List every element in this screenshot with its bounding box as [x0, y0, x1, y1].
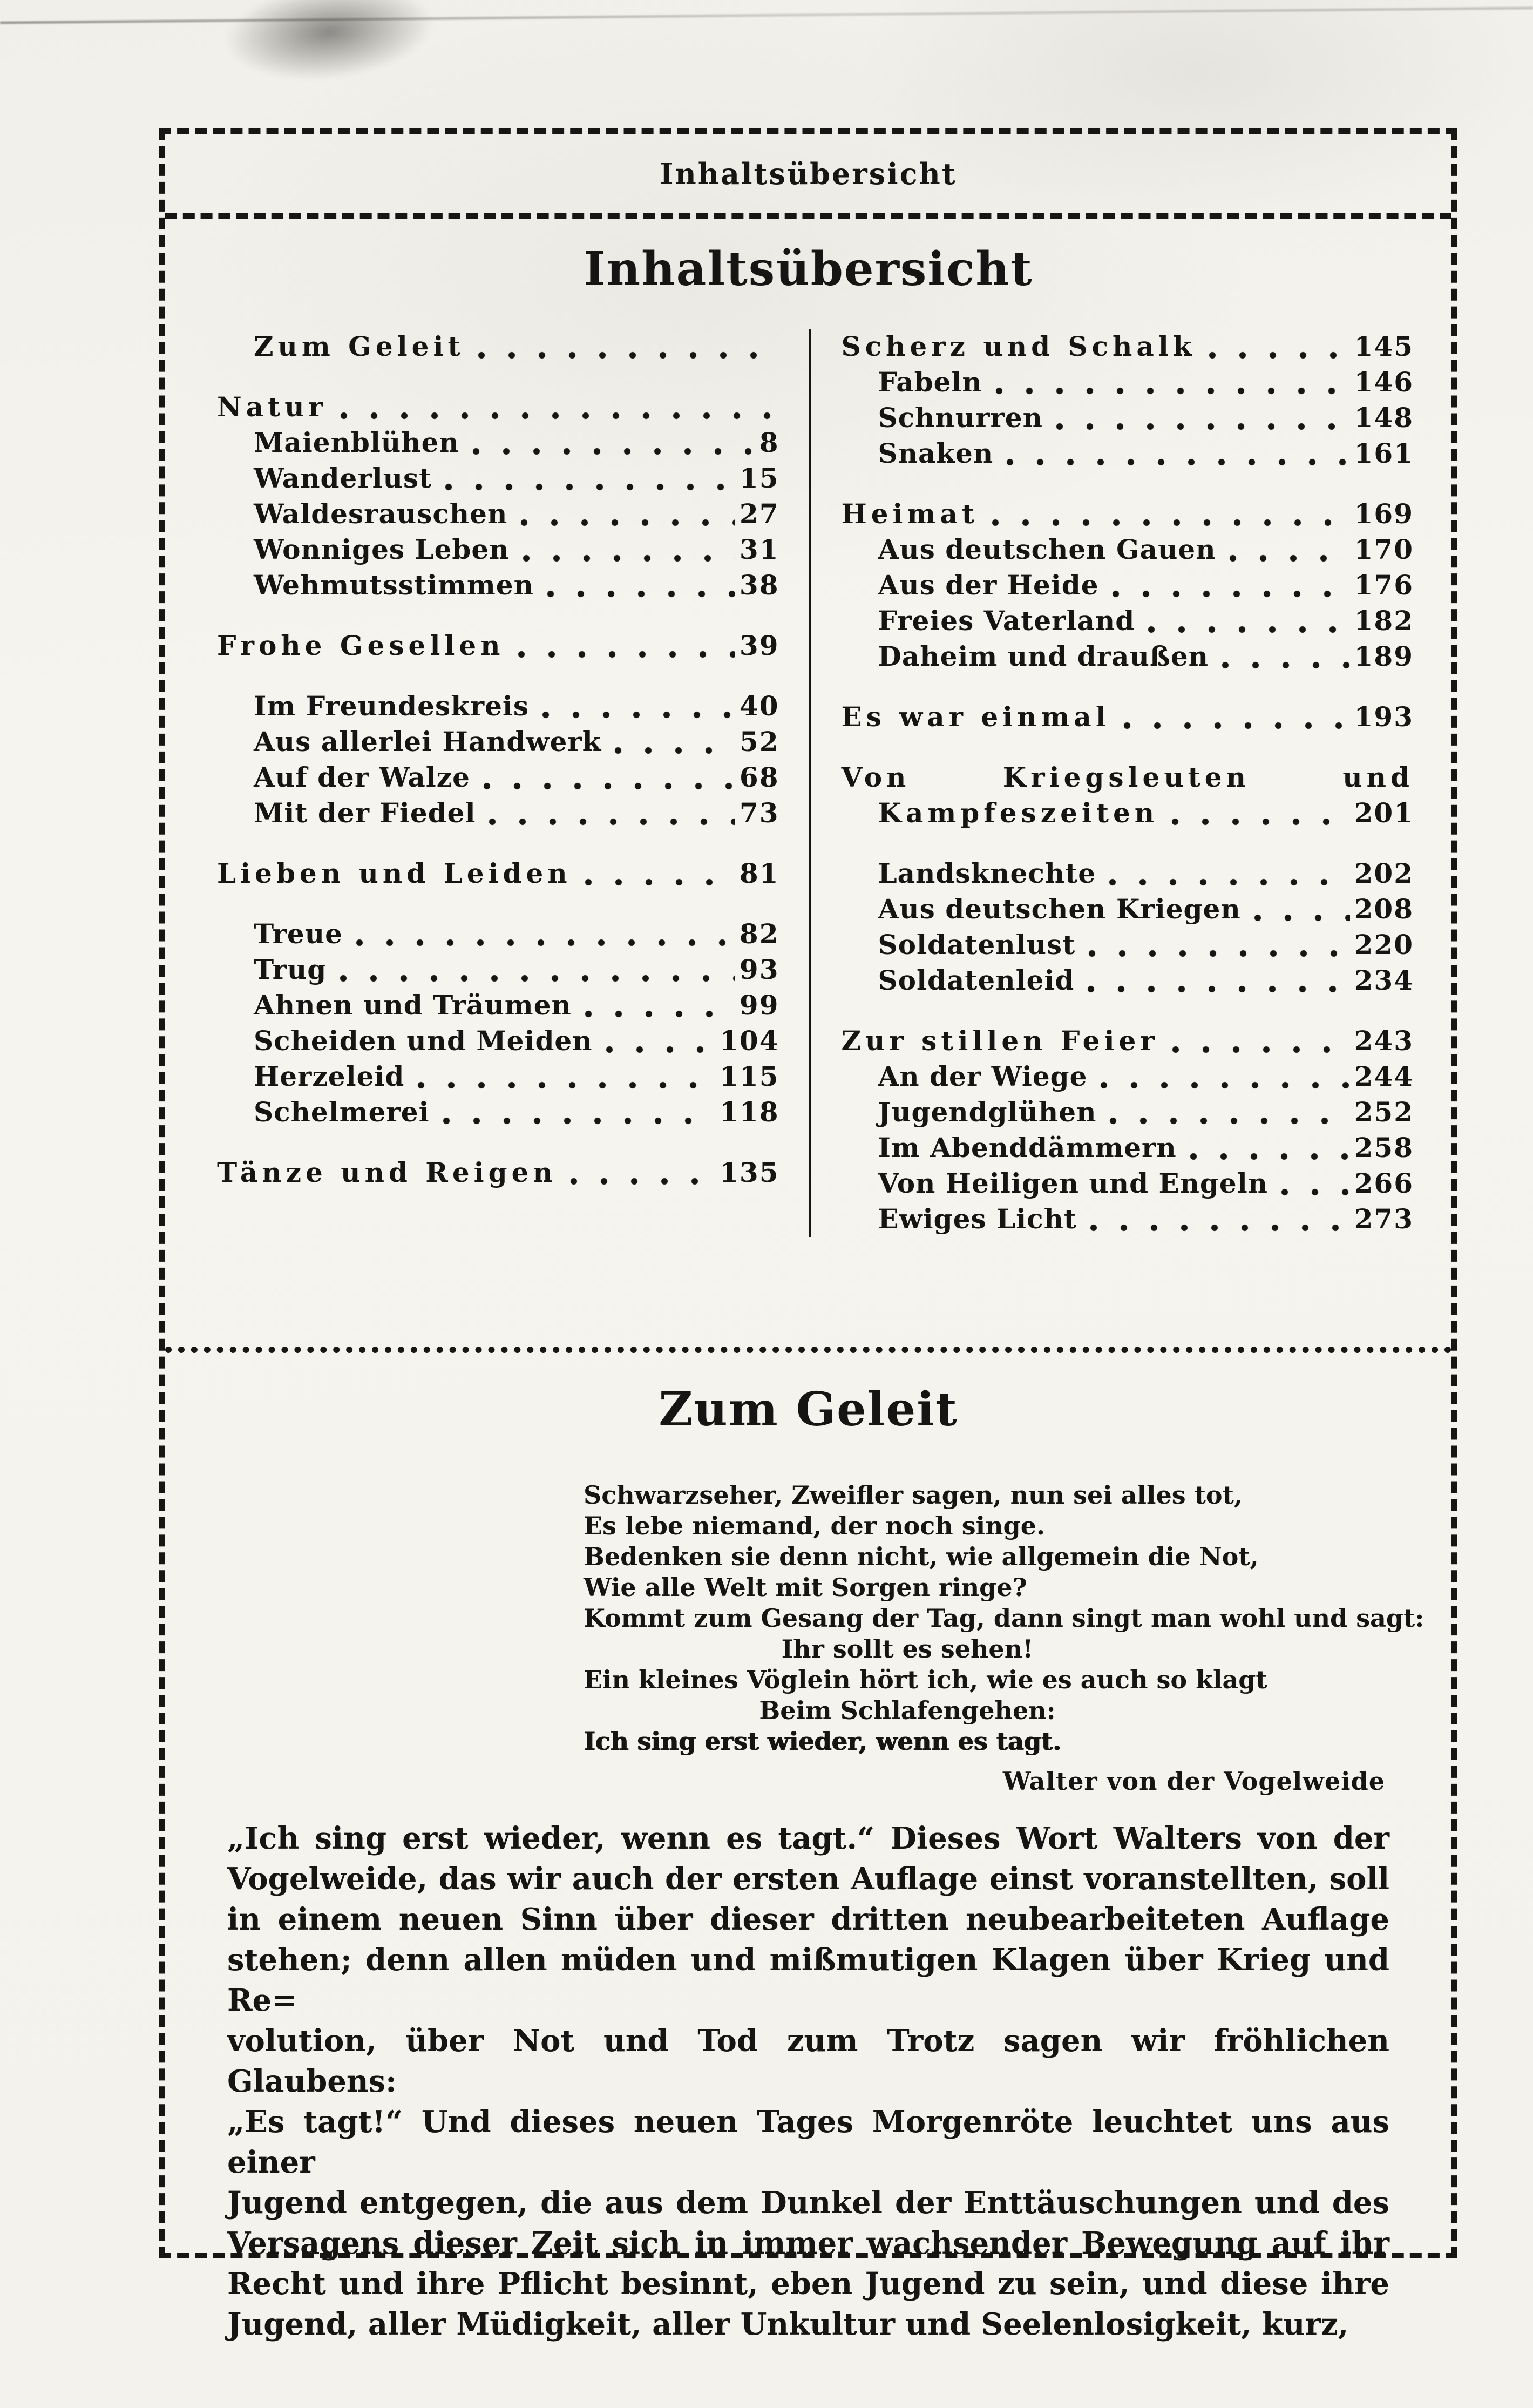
toc-row — [217, 1023, 779, 1059]
dot-leader — [1109, 1117, 1349, 1125]
toc-page-number: 82 — [739, 918, 779, 950]
toc-row — [217, 532, 779, 567]
prose-line: Jugend, aller Müdigkeit, aller Unkultur und Seelenlosigkeit, kurz, — [227, 2306, 1349, 2342]
dotted-page-frame — [159, 128, 1457, 2342]
dot-leader — [356, 939, 735, 946]
toc-row — [217, 795, 779, 831]
zum-geleit-section — [165, 1382, 1451, 2345]
dot-leader — [489, 818, 735, 826]
toc-page-number: 8 — [759, 427, 779, 458]
toc-row — [217, 760, 779, 795]
toc-row — [842, 364, 1414, 400]
poem-attribution: Walter von der Vogelweide — [1002, 1767, 1385, 1796]
toc-entry-label: Fabeln — [878, 366, 982, 398]
toc-page-number: 220 — [1354, 929, 1414, 961]
dot-leader — [1229, 554, 1350, 562]
poem-line: Ihr sollt es sehen! — [781, 1634, 1034, 1663]
toc-row — [842, 567, 1414, 603]
dot-leader — [1172, 1046, 1350, 1053]
toc-entry-label: Mit der Fiedel — [254, 797, 476, 829]
dot-leader — [542, 711, 735, 719]
toc-row — [842, 400, 1414, 436]
prose-line: „Ich sing erst wieder, wenn es tagt.“ Dieses Wort Walters von der — [227, 1821, 1389, 1856]
toc-entry-label: Im Freundeskreis — [254, 690, 530, 722]
toc-page-number: 201 — [1354, 797, 1414, 829]
toc-page-number: 170 — [1354, 533, 1414, 565]
toc-entry-label: Trug — [254, 953, 327, 985]
toc-row — [217, 987, 779, 1023]
toc-page-number: 169 — [1354, 498, 1414, 530]
toc-row — [217, 567, 779, 603]
toc-entry-label: Scherz und Schalk — [841, 330, 1196, 362]
toc-entry-label: Ewiges Licht — [878, 1203, 1077, 1235]
toc-row — [842, 760, 1414, 795]
toc-row — [217, 856, 779, 891]
toc-page-number: 193 — [1354, 701, 1414, 733]
dot-leader — [1100, 1081, 1349, 1089]
dot-leader — [1123, 722, 1350, 729]
toc-page-number: 99 — [739, 989, 779, 1021]
toc-row — [842, 1023, 1414, 1059]
toc-entry-label: Snaken — [878, 437, 994, 469]
ink-smudge — [211, 0, 447, 94]
toc-row — [217, 952, 779, 987]
toc-entry-label: Freies Vaterland — [878, 605, 1135, 637]
dot-leader — [992, 519, 1350, 526]
toc-page-number: 81 — [739, 857, 779, 889]
toc-entry-label: Wehmutsstimmen — [254, 569, 534, 601]
toc-entry-label: Frohe Gesellen — [217, 630, 505, 661]
dot-leader — [340, 975, 735, 982]
dotted-separator — [165, 1347, 1451, 1353]
toc-entry-label: Jugendglühen — [878, 1096, 1097, 1128]
toc-row — [842, 329, 1414, 364]
toc-row — [842, 436, 1414, 471]
toc-entry-label: Lieben und Leiden — [217, 857, 572, 889]
toc-columns — [165, 329, 1451, 1237]
toc-entry-label: Scheiden und Meiden — [254, 1025, 593, 1057]
toc-row — [217, 1155, 779, 1191]
toc-entry-label: Zum Geleit — [254, 330, 465, 362]
toc-row — [217, 688, 779, 724]
toc-entry-label: Soldatenlust — [878, 929, 1076, 961]
poem-line: Es lebe niemand, der noch singe. — [584, 1511, 1045, 1540]
zum-geleit-title: Zum Geleit — [659, 1382, 958, 1437]
poem-line: Wie alle Welt mit Sorgen ringe? — [584, 1573, 1027, 1602]
prose-line: in einem neuen Sinn über dieser dritten neubearbeiteten Auflage — [227, 1902, 1389, 1937]
toc-entry-label: Zur stillen Feier — [841, 1025, 1159, 1057]
toc-entry-label: Natur — [217, 391, 327, 423]
prose-line: „Es tagt!“ Und dieses neuen Tages Morgenröte leuchtet uns aus einer — [227, 2104, 1389, 2180]
dot-leader — [606, 1046, 716, 1053]
toc-column-left — [165, 329, 809, 1237]
toc-entry-label: Treue — [254, 918, 343, 950]
toc-page-number: 146 — [1354, 366, 1414, 398]
dot-leader — [614, 747, 735, 754]
dot-leader — [570, 1178, 715, 1185]
toc-page-number: 148 — [1354, 402, 1414, 434]
toc-row — [217, 916, 779, 952]
dot-leader — [1281, 1188, 1350, 1196]
toc-row — [842, 1059, 1414, 1094]
toc-page-number: 189 — [1354, 640, 1414, 672]
dot-leader — [472, 448, 755, 455]
toc-page-number: 266 — [1354, 1167, 1414, 1199]
dot-leader — [483, 782, 735, 790]
dot-leader — [1056, 423, 1350, 430]
toc-page-number: 208 — [1354, 893, 1414, 925]
toc-entry-label: Wonniges Leben — [254, 533, 510, 565]
prose-line: Vogelweide, das wir auch der ersten Auflage einst voranstellten, soll — [227, 1861, 1389, 1897]
toc-row — [842, 963, 1414, 998]
prose-line: Recht und ihre Pflicht besinnt, eben Jugend zu sein, und diese ihre — [227, 2266, 1389, 2302]
dot-leader — [1109, 878, 1350, 886]
toc-entry-label: An der Wiege — [878, 1060, 1088, 1092]
dot-leader — [995, 387, 1350, 395]
dot-leader — [585, 1010, 735, 1018]
toc-page-number: 176 — [1354, 569, 1414, 601]
prose-line: Versagens dieser Zeit sich in immer wachsender Bewegung auf ihr — [227, 2226, 1389, 2261]
toc-entry-label: Von Kriegsleuten und — [841, 761, 1414, 793]
toc-entry-label: Herzeleid — [254, 1060, 405, 1092]
toc-entry-label: Soldatenleid — [878, 964, 1075, 996]
toc-entry-label: Von Heiligen und Engeln — [878, 1167, 1269, 1199]
toc-page-number: 40 — [739, 690, 779, 722]
poem-line: Bedenken sie denn nicht, wie allgemein die Not, — [584, 1542, 1259, 1571]
toc-page-number: 27 — [739, 498, 779, 530]
toc-entry-label: Heimat — [841, 498, 979, 530]
toc-row — [842, 891, 1414, 927]
toc-page-number: 118 — [720, 1096, 779, 1128]
toc-page-number: 252 — [1354, 1096, 1414, 1128]
toc-page-number: 115 — [720, 1060, 779, 1092]
toc-row — [217, 628, 779, 664]
toc-page-number: 104 — [720, 1025, 779, 1057]
toc-entry-label: Waldesrauschen — [254, 498, 508, 530]
dot-leader — [1190, 1153, 1350, 1160]
toc-row — [842, 1166, 1414, 1201]
toc-row — [217, 724, 779, 760]
toc-row — [217, 425, 779, 461]
prose-line: Jugend entgegen, die aus dem Dunkel der Enttäuschungen und des — [227, 2185, 1389, 2221]
toc-entry-label: Aus deutschen Gauen — [878, 533, 1216, 565]
dot-leader — [547, 590, 735, 598]
toc-entry-label: Wanderlust — [254, 462, 432, 494]
toc-entry-label: Es war einmal — [841, 701, 1110, 733]
toc-page-number: 243 — [1354, 1025, 1414, 1057]
toc-page-number: 145 — [1354, 330, 1414, 362]
toc-entry-label: Kampfeszeiten — [878, 797, 1159, 829]
dot-leader — [1148, 626, 1349, 633]
dot-leader — [1171, 818, 1349, 826]
toc-row — [842, 856, 1414, 891]
toc-page-number: 15 — [739, 462, 779, 494]
poem-line: Ein kleines Vöglein hört ich, wie es auch so klagt — [584, 1665, 1267, 1694]
toc-entry-label: Schnurren — [878, 402, 1043, 434]
dot-leader — [518, 651, 735, 658]
poem-line: Ich sing erst wieder, wenn es tagt. — [584, 1727, 1061, 1756]
toc-page-number: 39 — [739, 630, 779, 661]
prose-paragraph — [227, 1818, 1389, 2345]
toc-row — [217, 1059, 779, 1094]
toc-row — [842, 1201, 1414, 1237]
toc-column-right — [809, 329, 1452, 1237]
dot-leader — [340, 412, 775, 420]
toc-entry-label: Daheim und draußen — [878, 640, 1209, 672]
table-of-contents — [165, 219, 1451, 1347]
dot-leader — [1209, 351, 1349, 359]
dot-leader — [417, 1081, 715, 1089]
toc-page-number: 38 — [739, 569, 779, 601]
toc-entry-label: Aus allerlei Handwerk — [254, 726, 602, 757]
toc-row — [842, 496, 1414, 532]
toc-row — [217, 496, 779, 532]
toc-row — [842, 603, 1414, 639]
toc-row — [842, 532, 1414, 567]
toc-page-number: 93 — [739, 953, 779, 985]
running-header-text: Inhaltsübersicht — [660, 157, 957, 191]
toc-row — [217, 461, 779, 496]
toc-page-number: 258 — [1354, 1132, 1414, 1164]
dot-leader — [1222, 661, 1350, 669]
toc-page-number: 73 — [739, 797, 779, 829]
toc-page-number: 234 — [1354, 964, 1414, 996]
toc-entry-label: Ahnen und Träumen — [254, 989, 572, 1021]
toc-page-number: 31 — [739, 533, 779, 565]
poem-block — [584, 1480, 1425, 1757]
toc-page-number: 161 — [1354, 437, 1414, 469]
poem-line: Beim Schlafengehen: — [759, 1696, 1056, 1725]
toc-row — [842, 927, 1414, 963]
toc-entry-label: Im Abenddämmern — [878, 1132, 1177, 1164]
toc-row — [842, 795, 1414, 831]
toc-row — [842, 639, 1414, 674]
toc-entry-label: Schelmerei — [254, 1096, 430, 1128]
dot-leader — [478, 351, 775, 359]
toc-title: Inhaltsübersicht — [584, 242, 1033, 296]
prose-line: volution, über Not und Tod zum Trotz sagen wir fröhlichen Glaubens: — [227, 2023, 1389, 2099]
toc-row — [217, 329, 779, 364]
toc-entry-label: Tänze und Reigen — [217, 1156, 557, 1188]
toc-page-number: 273 — [1354, 1203, 1414, 1235]
toc-entry-label: Landsknechte — [878, 857, 1096, 889]
poem-line: Kommt zum Gesang der Tag, dann singt man wohl und sagt: — [584, 1604, 1425, 1633]
dot-leader — [443, 1117, 716, 1125]
toc-entry-label: Aus der Heide — [878, 569, 1099, 601]
dot-leader — [1090, 1224, 1350, 1232]
dot-leader — [520, 519, 735, 526]
toc-page-number: 52 — [739, 726, 779, 757]
dot-leader — [1087, 985, 1349, 993]
toc-page-number: 202 — [1354, 857, 1414, 889]
toc-page-number: 68 — [739, 761, 779, 793]
toc-row — [842, 699, 1414, 735]
dot-leader — [1254, 914, 1350, 922]
dot-leader — [445, 483, 735, 491]
toc-entry-label: Maienblühen — [254, 427, 459, 458]
toc-entry-label: Auf der Walze — [254, 761, 470, 793]
toc-page-number: 182 — [1354, 605, 1414, 637]
toc-entry-label: Aus deutschen Kriegen — [878, 893, 1241, 925]
dot-leader — [585, 878, 735, 886]
dot-leader — [523, 554, 735, 562]
toc-row — [217, 1094, 779, 1130]
dot-leader — [1006, 458, 1349, 466]
dot-leader — [1088, 950, 1349, 957]
toc-page-number: 135 — [720, 1156, 779, 1188]
toc-row — [217, 389, 779, 425]
prose-line: stehen; denn allen müden und mißmutigen Klagen über Krieg und Re= — [227, 1942, 1389, 2018]
toc-row — [842, 1130, 1414, 1166]
running-header — [165, 134, 1451, 219]
poem-line: Schwarzseher, Zweifler sagen, nun sei alles tot, — [584, 1480, 1243, 1510]
toc-page-number: 244 — [1354, 1060, 1414, 1092]
dot-leader — [1112, 590, 1350, 598]
toc-row — [842, 1094, 1414, 1130]
